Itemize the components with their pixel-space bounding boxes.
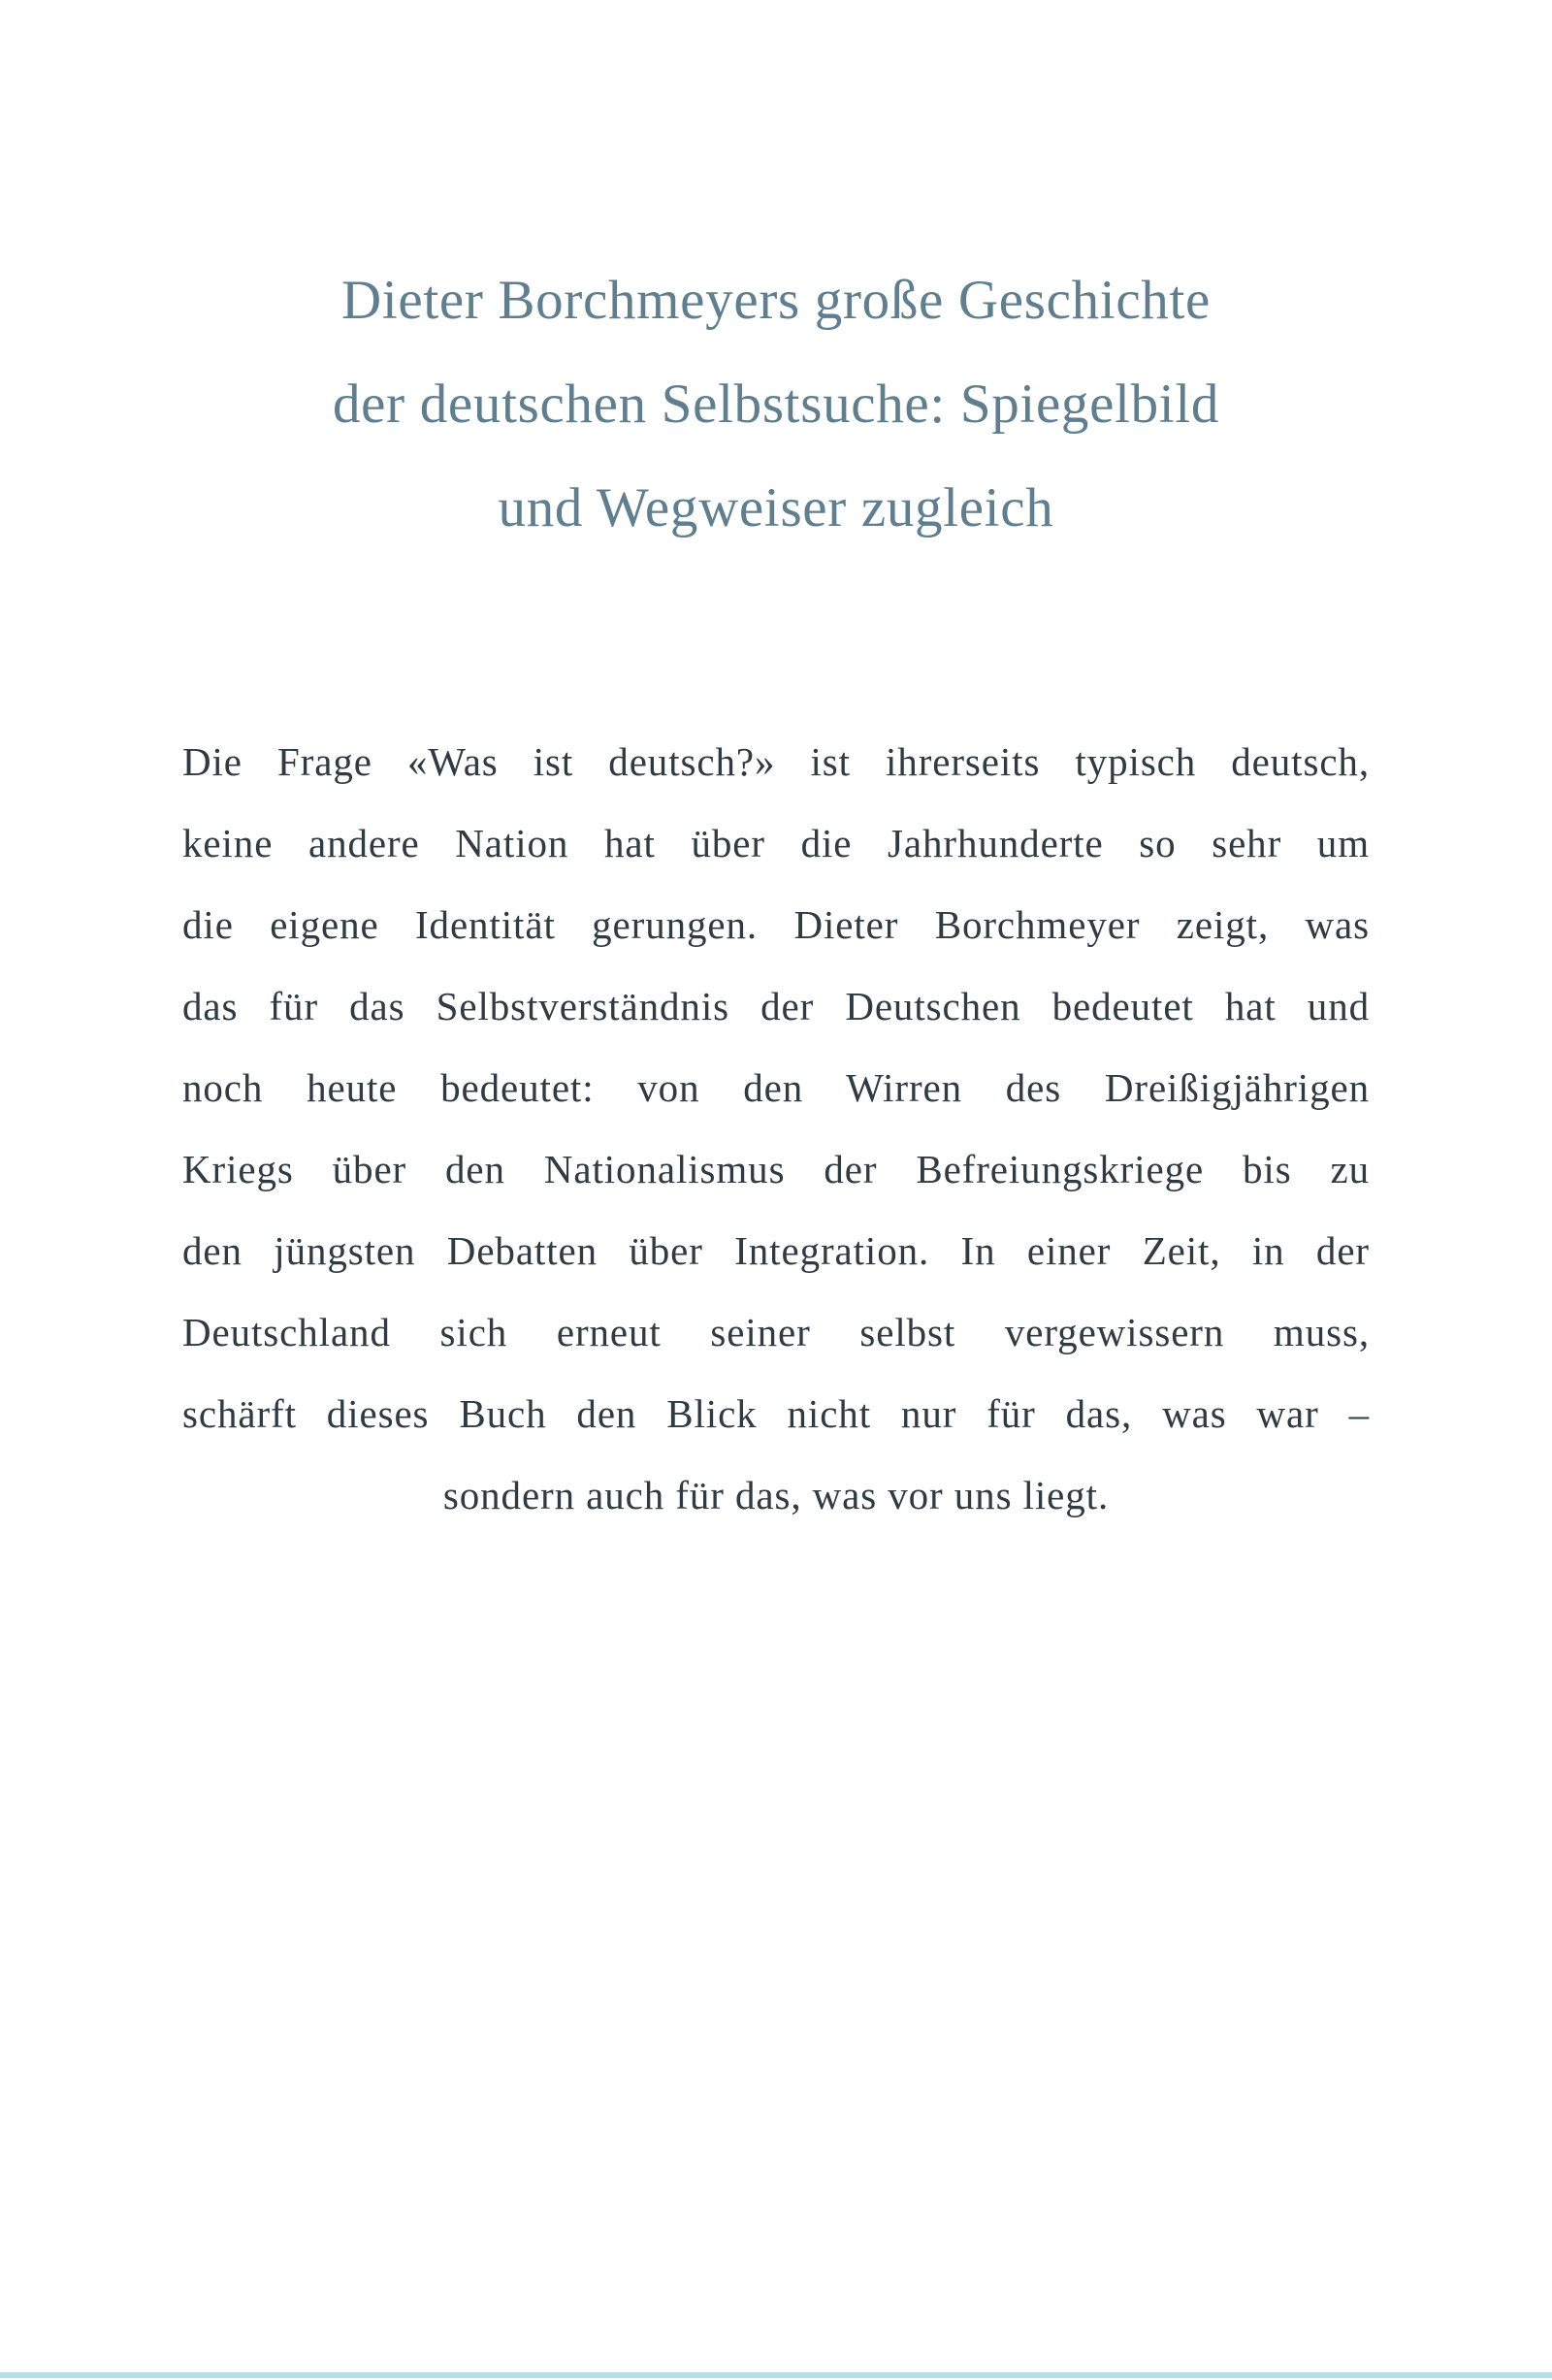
page-title-line: Dieter Borchmeyers große Geschichte: [340, 270, 1211, 331]
bottom-divider: [0, 2372, 1552, 2378]
body-line: Kriegs über den Nationalismus der Befreiungskriege bis zu: [182, 1147, 1370, 1191]
body-line-last: sondern auch für das, was vor uns liegt.: [442, 1473, 1110, 1517]
body-line: den jüngsten Debatten über Integration. In einer Zeit, in der: [182, 1228, 1370, 1273]
body-line: die eigene Identität gerungen. Dieter Borchmeyer zeigt, was: [182, 902, 1370, 947]
body-paragraph: [0, 721, 1552, 1536]
body-line: das für das Selbstverständnis der Deutschen bedeutet hat und: [182, 984, 1370, 1028]
body-line: Deutschland sich erneut seiner selbst vergewissern muss,: [182, 1310, 1370, 1354]
page-title: [0, 0, 1552, 560]
body-line: noch heute bedeutet: von den Wirren des Dreißigjährigen: [182, 1065, 1370, 1110]
body-line: schärft dieses Buch den Blick nicht nur für das, was war –: [182, 1391, 1370, 1436]
page-title-line: und Wegweiser zugleich: [498, 477, 1054, 538]
body-line: Die Frage «Was ist deutsch?» ist ihrerseits typisch deutsch,: [182, 739, 1370, 784]
body-line: keine andere Nation hat über die Jahrhunderte so sehr um: [182, 821, 1370, 865]
page-title-line: der deutschen Selbstsuche: Spiegelbild: [332, 374, 1220, 435]
